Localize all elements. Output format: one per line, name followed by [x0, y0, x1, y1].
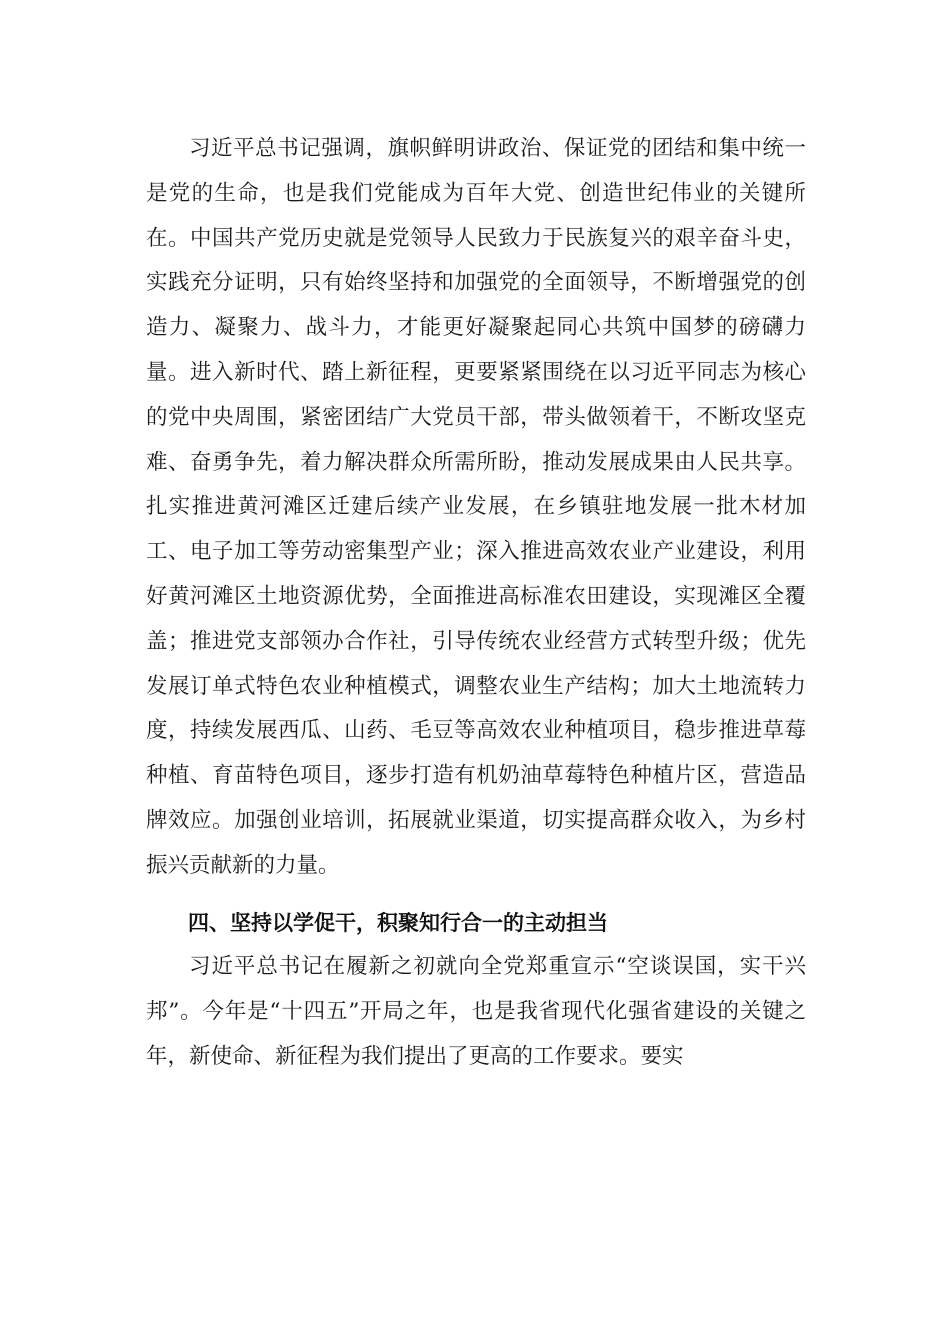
document-body	[146, 127, 806, 1080]
body-paragraph-political-unity: 习近平总书记强调，旗帜鲜明讲政治、保证党的团结和集中统一是党的生命，也是我们党能成为百年大党、创造世纪伟业的关键所在。中国共产党历史就是党领导人民致力于民族复兴的艰辛奋斗史，实践充分证明，只有始终坚持和加强党的全面领导，不断增强党的创造力、凝聚力、战斗力，才能更好凝聚起同心共筑中国梦的磅礴力量。进入新时代、踏上新征程，更要紧紧围绕在以习近平同志为核心的党中央周围，紧密团结广大党员干部，带头做领着干，不断攻坚克难、奋勇争先，着力解决群众所需所盼，推动发展成果由人民共享。扎实推进黄河滩区迁建后续产业发展，在乡镇驻地发展一批木材加工、电子加工等劳动密集型产业；深入推进高效农业产业建设，利用好黄河滩区土地资源优势，全面推进高标准农田建设，实现滩区全覆盖；推进党支部领办合作社，引导传统农业经营方式转型升级；优先发展订单式特色农业种植模式，调整农业生产结构；加大土地流转力度，持续发展西瓜、山药、毛豆等高效农业种植项目，稳步推进草莓种植、育苗特色项目，逐步打造有机奶油草莓特色种植片区，营造品牌效应。加强创业培训，拓展就业渠道，切实提高群众收入，为乡村振兴贡献新的力量。	[146, 136, 806, 878]
section-heading-four: 四、坚持以学促干，积聚知行合一的主动担当	[188, 910, 608, 935]
body-paragraph-practical-action: 习近平总书记在履新之初就向全党郑重宣示“空谈误国，实干兴邦”。今年是“十四五”开局之年，也是我省现代化强省建设的关键之年，新使命、新征程为我们提出了更高的工作要求。要实	[146, 954, 806, 1069]
